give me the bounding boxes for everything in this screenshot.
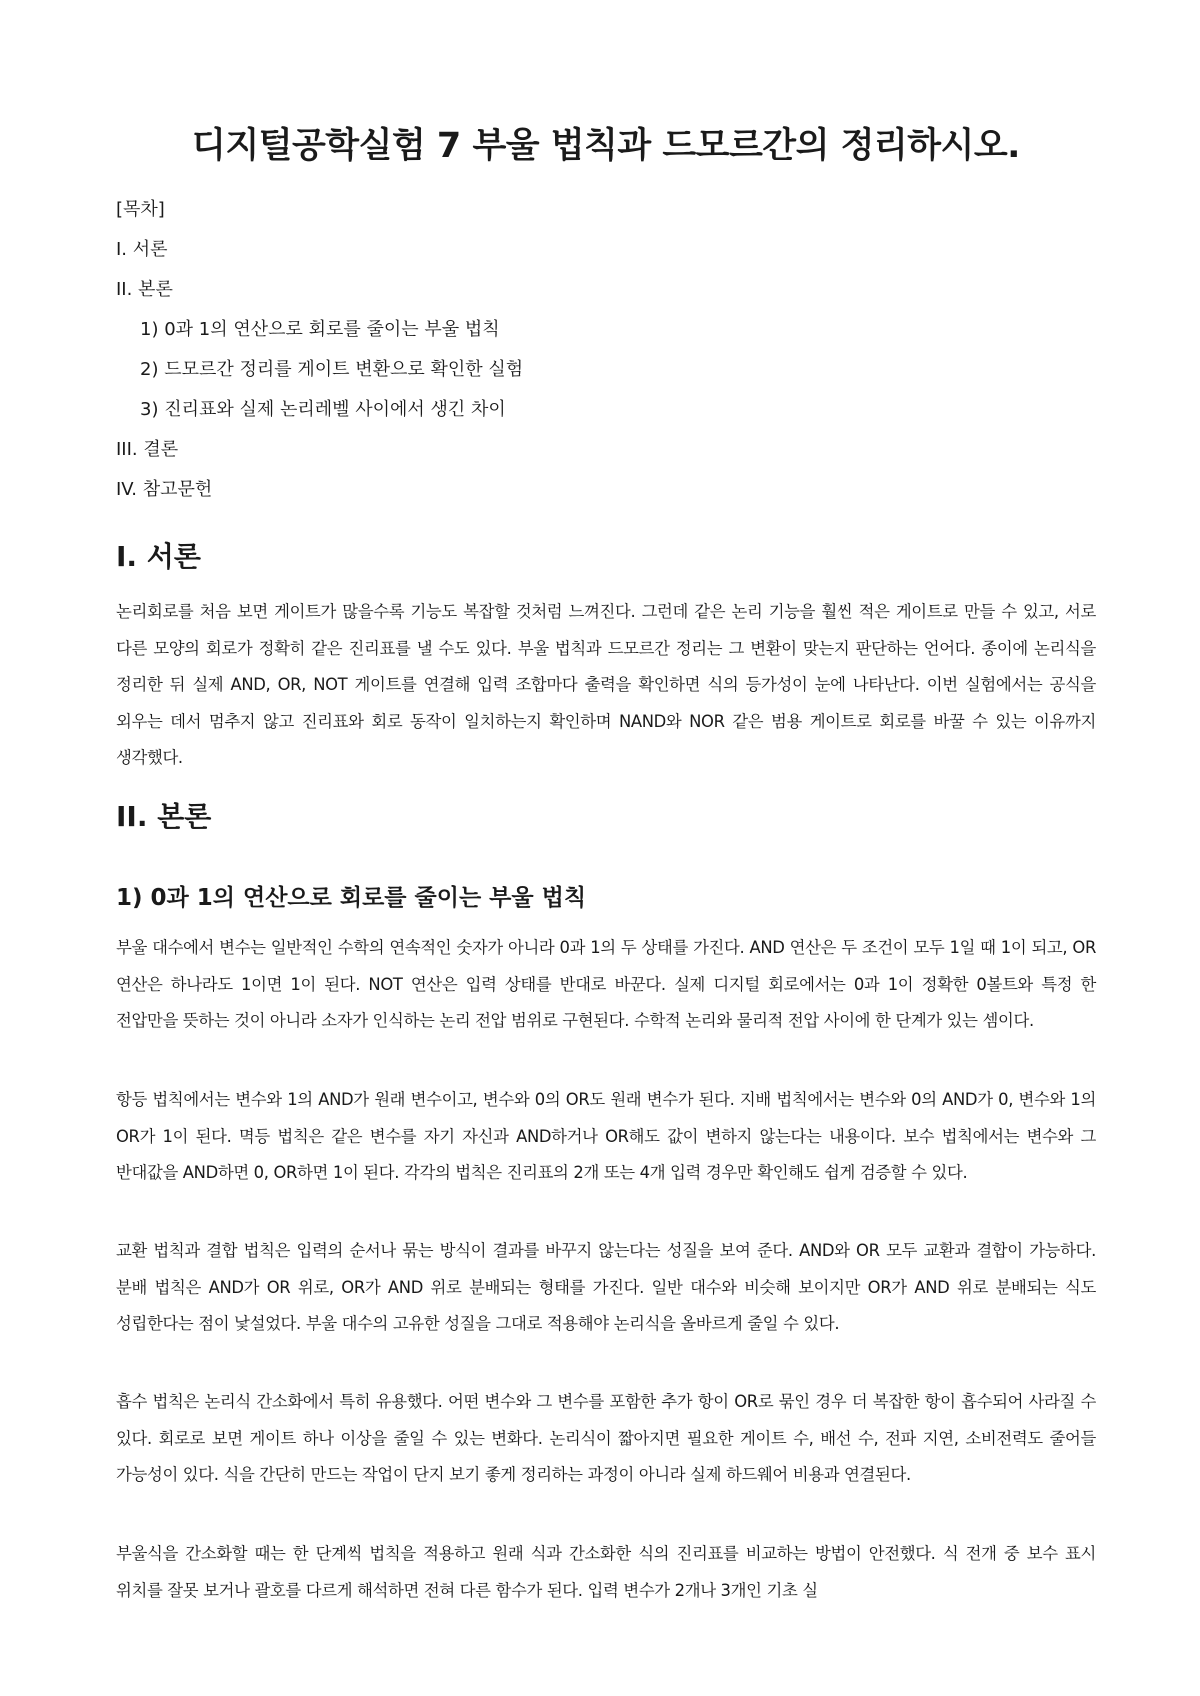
- toc-item-body: II. 본론: [116, 279, 173, 300]
- table-of-contents: [116, 190, 1096, 510]
- toc-heading: [목차]: [116, 199, 165, 220]
- toc-item-demorgan-experiment: 2) 드모르간 정리를 게이트 변환으로 확인한 실험: [140, 359, 524, 380]
- introduction-paragraph: 논리회로를 처음 보면 게이트가 많을수록 기능도 복잡할 것처럼 느껴진다. 그런데 같은 논리 기능을 훨씬 적은 게이트로 만들 수 있고, 서로 다른 모양의 회로가 정확히 같은 진리표를 낼 수도 있다. 부울 법칙과 드모르간 정리는 그 변환이 맞는지 판단하는 언어다. 종이에 논리식을 정리한 뒤 실제 AND, OR, NOT 게이트를 연결해 입력 조합마다 출력을 확인하면 식의 등가성이 눈에 나타난다. 이번 실험에서는 공식을 외우는 데서 멈추지 않고 진리표와 회로 동작이 일치하는지 확인하며 NAND와 NOR 같은 범용 게이트로 회로를 바꿀 수 있는 이유까지 생각했다.: [116, 602, 1096, 767]
- body-paragraph: 흡수 법칙은 논리식 간소화에서 특히 유용했다. 어떤 변수와 그 변수를 포함한 추가 항이 OR로 묶인 경우 더 복잡한 항이 흡수되어 사라질 수 있다. 회로로 보면 게이트 하나 이상을 줄일 수 있는 변화다. 논리식이 짧아지면 필요한 게이트 수, 배선 수, 전파 지연, 소비전력도 줄어들 가능성이 있다. 식을 간단히 만드는 작업이 단지 보기 좋게 정리하는 과정이 아니라 실제 하드웨어 비용과 연결된다.: [116, 1392, 1096, 1484]
- body-paragraph: 부울식을 간소화할 때는 한 단계씩 법칙을 적용하고 원래 식과 간소화한 식의 진리표를 비교하는 방법이 안전했다. 식 전개 중 보수 표시 위치를 잘못 보거나 괄호를 다르게 해석하면 전혀 다른 함수가 된다. 입력 변수가 2개나 3개인 기초 실: [116, 1544, 1096, 1600]
- document-title: 디지털공학실험 7 부울 법칙과 드모르간의 정리하시오.: [192, 126, 1020, 166]
- toc-item-truth-table-difference: 3) 진리표와 실제 논리레벨 사이에서 생긴 차이: [140, 399, 506, 420]
- toc-item-references: IV. 참고문헌: [116, 479, 213, 500]
- toc-item-introduction: I. 서론: [116, 239, 168, 260]
- toc-item-conclusion: III. 결론: [116, 439, 179, 460]
- section-heading-body: II. 본론: [116, 800, 212, 833]
- toc-item-boolean-laws: 1) 0과 1의 연산으로 회로를 줄이는 부울 법칙: [140, 319, 500, 340]
- body-paragraph: 항등 법칙에서는 변수와 1의 AND가 원래 변수이고, 변수와 0의 OR도 원래 변수가 된다. 지배 법칙에서는 변수와 0의 AND가 0, 변수와 1의 OR가 1이 된다. 멱등 법칙은 같은 변수를 자기 자신과 AND하거나 OR해도 값이 변하지 않는다는 내용이다. 보수 법칙에서는 변수와 그 반대값을 AND하면 0, OR하면 1이 된다. 각각의 법칙은 진리표의 2개 또는 4개 입력 경우만 확인해도 쉽게 검증할 수 있다.: [116, 1090, 1097, 1182]
- body-paragraph: 부울 대수에서 변수는 일반적인 수학의 연속적인 숫자가 아니라 0과 1의 두 상태를 가진다. AND 연산은 두 조건이 모두 1일 때 1이 되고, OR 연산은 하나라도 1이면 1이 된다. NOT 연산은 입력 상태를 반대로 바꾼다. 실제 디지털 회로에서는 0과 1이 정확한 0볼트와 특정 한 전압만을 뜻하는 것이 아니라 소자가 인식하는 논리 전압 범위로 구현된다. 수학적 논리와 물리적 전압 사이에 한 단계가 있는 셈이다.: [116, 938, 1096, 1030]
- subsection-heading-boolean-laws: 1) 0과 1의 연산으로 회로를 줄이는 부울 법칙: [116, 885, 587, 911]
- body-paragraph: 교환 법칙과 결합 법칙은 입력의 순서나 묶는 방식이 결과를 바꾸지 않는다는 성질을 보여 준다. AND와 OR 모두 교환과 결합이 가능하다. 분배 법칙은 AND가 OR 위로, OR가 AND 위로 분배되는 형태를 가진다. 일반 대수와 비슷해 보이지만 OR가 AND 위로 분배되는 식도 성립한다는 점이 낯설었다. 부울 대수의 고유한 성질을 그대로 적용해야 논리식을 올바르게 줄일 수 있다.: [116, 1241, 1096, 1333]
- section-heading-introduction: I. 서론: [116, 540, 201, 573]
